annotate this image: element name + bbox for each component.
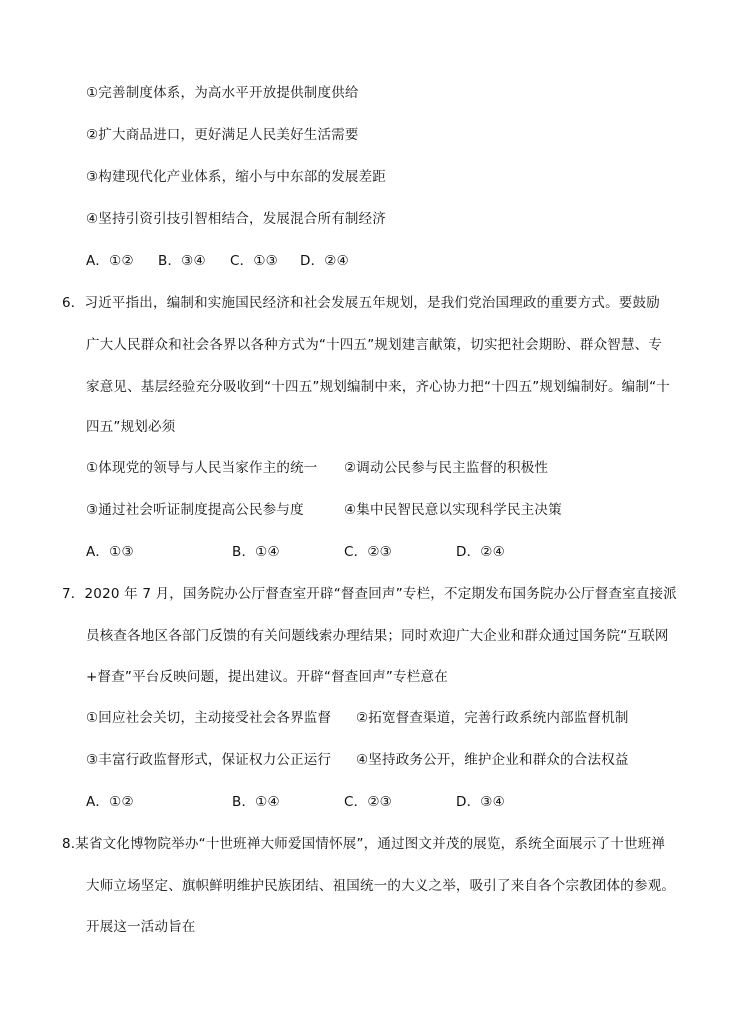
- q5-statement-1: ①完善制度体系，为高水平开放提供制度供给: [86, 85, 359, 101]
- q6-statement-1: ①体现党的领导与人民当家作主的统一: [86, 460, 318, 476]
- q7-stem-line-3: +督查”平台反映问题，提出建议。开辟“督查回声”专栏意在: [86, 669, 448, 685]
- q6-option-a: A．①③: [86, 544, 134, 560]
- q8-stem-line-3: 开展这一活动旨在: [86, 919, 196, 935]
- q6-statement-3: ③通过社会听证制度提高公民参与度: [86, 502, 304, 518]
- q5-statement-3: ③构建现代化产业体系，缩小与中东部的发展差距: [86, 169, 387, 185]
- q6-statement-2: ②调动公民参与民主监督的积极性: [344, 460, 549, 476]
- q7-option-d: D．③④: [456, 794, 505, 810]
- q6-option-b: B．①④: [232, 544, 280, 560]
- q5-statement-2: ②扩大商品进口，更好满足人民美好生活需要: [86, 127, 359, 143]
- q7-statement-3: ③丰富行政监督形式，保证权力公正运行: [86, 752, 332, 768]
- q6-stem-line-3: 家意见、基层经验充分吸收到“十四五”规划编制中来，齐心协力把“十四五”规划编制好。编制“十: [86, 379, 670, 395]
- q5-option-b: B．③④: [158, 253, 206, 269]
- q7-option-a: A．①②: [86, 794, 134, 810]
- q5-option-d: D．②④: [300, 253, 349, 269]
- q7-option-c: C．②③: [344, 794, 392, 810]
- q5-statement-4: ④坚持引资引技引智相结合，发展混合所有制经济: [86, 211, 387, 227]
- q6-option-d: D．②④: [456, 544, 505, 560]
- q6-option-c: C．②③: [344, 544, 392, 560]
- q7-stem-line-1: 7．2020 年 7 月，国务院办公厅督查室开辟“督查回声”专栏，不定期发布国务院办公厅督查室直接派: [62, 586, 677, 602]
- q5-option-a: A．①②: [86, 253, 134, 269]
- q8-stem-line-1: 8.某省文化博物院举办“十世班禅大师爱国情怀展”，通过图文并茂的展览，系统全面展示了十世班禅: [62, 836, 666, 852]
- q6-stem-line-4: 四五”规划必须: [86, 419, 176, 435]
- q6-stem-line-2: 广大人民群众和社会各界以各种方式为“十四五”规划建言献策，切实把社会期盼、群众智慧、专: [86, 337, 663, 353]
- q7-statement-2: ②拓宽督查渠道，完善行政系统内部监督机制: [356, 710, 629, 726]
- q7-option-b: B．①④: [232, 794, 280, 810]
- q7-statement-1: ①回应社会关切，主动接受社会各界监督: [86, 710, 332, 726]
- q8-stem-line-2: 大师立场坚定、旗帜鲜明维护民族团结、祖国统一的大义之举，吸引了来自各个宗教团体的参观。: [86, 878, 676, 894]
- q5-option-c: C．①③: [230, 253, 278, 269]
- q7-statement-4: ④坚持政务公开，维护企业和群众的合法权益: [356, 752, 629, 768]
- q6-statement-4: ④集中民智民意以实现科学民主决策: [344, 502, 562, 518]
- q6-stem-line-1: 6．习近平指出，编制和实施国民经济和社会发展五年规划，是我们党治国理政的重要方式。要鼓励: [62, 295, 660, 311]
- q7-stem-line-2: 员核查各地区各部门反馈的有关问题线索办理结果；同时欢迎广大企业和群众通过国务院“互联网: [86, 628, 669, 644]
